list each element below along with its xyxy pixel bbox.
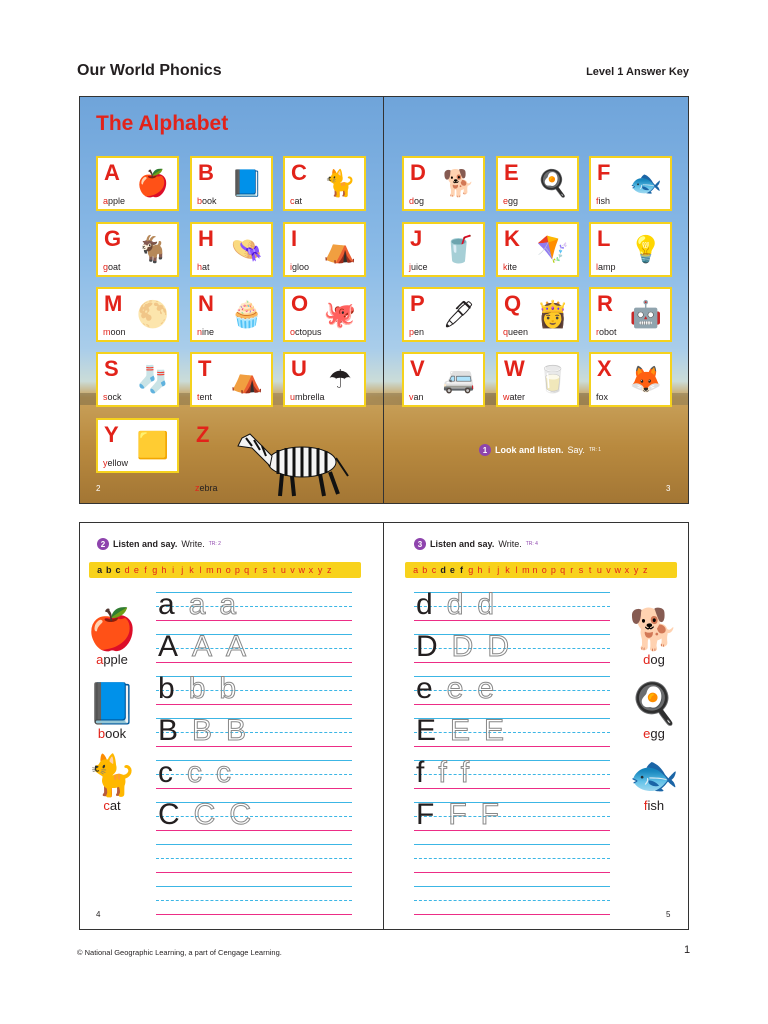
apple-icon: 🍎 [87,608,137,652]
card-word: hat [197,262,210,272]
dotted-letter: D [487,630,510,663]
alphabet-letter-v: v [290,565,295,575]
writing-row[interactable] [156,798,352,844]
letter-card-e [496,156,579,211]
model-letter: A [158,630,179,663]
dotted-letter: b [188,672,206,705]
card-word: book [197,196,217,206]
card-word: sock [103,392,122,402]
page-number-4: 4 [96,910,101,919]
guide-line [156,886,352,887]
alphabet-letter-d: d [124,565,130,575]
track-label: TR: 4 [525,541,538,547]
letter-card-b [190,156,273,211]
card-letter: M [104,291,123,316]
card-letter: T [198,356,212,381]
alphabet-letter-u: u [596,565,602,575]
letter-card-q [496,287,579,342]
guide-line [156,704,352,705]
trace-letters [416,588,494,620]
cat-icon: 🐈 [323,168,357,198]
guide-line [414,704,610,705]
model-letter: b [158,672,175,705]
alphabet-letter-y: y [317,565,323,575]
dotted-letter: F [448,798,467,831]
card-letter: Y [104,422,119,447]
activity-number: 3 [414,538,426,550]
alphabet-letter-l: l [199,565,202,575]
apple-icon: 🍎 [136,168,170,198]
writing-row[interactable] [156,588,352,634]
card-letter: V [410,356,425,381]
track-label: TR: 1 [588,447,602,453]
footer-page-number: 1 [684,944,691,956]
guide-line [414,844,610,845]
dotted-letter: A [226,630,247,663]
van-icon: 🚐 [442,364,476,394]
letter-card-n [190,287,273,342]
dotted-letter: d [446,588,464,621]
writing-row[interactable] [414,798,610,844]
card-word: juice [409,262,428,272]
letter-card-h [190,222,273,277]
dotted-letter: e [477,672,495,705]
alphabet-letter-n: n [216,565,222,575]
picture-word: apple [96,652,128,667]
card-letter: G [104,226,122,251]
letter-card-w [496,352,579,407]
dotted-letter: F [480,798,499,831]
activity-number: 2 [97,538,109,550]
alphabet-letter-b: b [106,565,112,575]
alphabet-letter-b: b [422,565,428,575]
activity-number: 1 [479,444,491,456]
writing-row[interactable] [414,630,610,676]
letter-card-j [402,222,485,277]
letter-card-l [589,222,672,277]
card-letter: P [410,291,425,316]
alphabet-letter-c: c [115,565,121,575]
card-letter: Z [196,422,210,447]
trace-letters [158,672,236,704]
word-picture [88,684,136,741]
dotted-letter: c [216,756,231,789]
alphabet-letter-s: s [262,565,268,575]
alphabet-letter-f: f [460,565,464,575]
copyright-footer: © National Geographic Learning, a part of Cengage Learning. [77,948,282,957]
alphabet-letter-t: t [272,565,276,575]
alphabet-letter-s: s [578,565,584,575]
model-letter: f [416,756,425,789]
model-letter: B [158,714,179,747]
instruction-say: Say. [567,445,585,455]
water-icon: 🥛 [536,364,570,394]
dotted-letter: a [188,588,206,621]
fish-icon: 🐟 [629,754,679,798]
page-number-2: 2 [96,484,101,493]
card-word: robot [596,327,617,337]
picture-word: fish [643,798,665,813]
writing-lines-left [156,588,352,928]
hat-icon: 👒 [230,234,264,264]
umbrella-icon: ☂ [328,364,352,394]
writing-row[interactable] [156,844,352,886]
alphabet-letter-x: x [624,565,630,575]
alphabet-letter-k: k [189,565,194,575]
card-letter: H [198,226,214,251]
alphabet-letter-i: i [488,565,491,575]
alphabet-letter-o: o [541,565,547,575]
card-word: fish [596,196,611,206]
card-letter: B [198,160,214,185]
alphabet-strip-right [405,562,677,578]
alphabet-letter-t: t [588,565,592,575]
model-letter: d [416,588,433,621]
picture-word: egg [643,726,665,741]
model-letter: C [158,798,180,831]
instruction-write: Write. [181,539,205,549]
alphabet-letter-z: z [643,565,648,575]
model-letter: F [416,798,435,831]
trace-letters [416,672,494,704]
alphabet-letter-j: j [497,565,500,575]
card-word: dog [409,196,425,206]
card-letter: U [291,356,307,381]
alphabet-letter-y: y [633,565,639,575]
letter-card-y [96,418,179,473]
book-icon: 📘 [87,682,137,726]
card-letter: I [291,226,298,251]
dotted-letter: A [192,630,213,663]
card-word: cat [290,196,303,206]
guide-line [414,858,610,859]
writing-row[interactable] [156,886,352,928]
dotted-letter: C [193,798,216,831]
dotted-letter: a [219,588,237,621]
card-letter: C [291,160,307,185]
fish-icon: 🐟 [629,168,663,198]
trace-letters [416,714,504,746]
alphabet-letter-j: j [181,565,184,575]
card-letter: D [410,160,426,185]
guide-line [156,746,352,747]
letter-card-m [96,287,179,342]
card-word: yellow [103,458,129,468]
writing-row[interactable] [156,756,352,802]
alphabet-letter-p: p [234,565,240,575]
robot-icon: 🤖 [629,299,663,329]
octopus-icon: 🐙 [323,299,357,329]
juice-icon: 🥤 [442,234,476,264]
guide-line [156,788,352,789]
alphabet-letter-h: h [161,565,167,575]
alphabet-letter-k: k [505,565,510,575]
lamp-icon: 💡 [629,234,663,264]
activity-3-instruction [414,538,538,550]
activity-2-instruction [97,538,221,550]
alphabet-letter-d: d [440,565,446,575]
dotted-letter: f [438,756,447,789]
dotted-letter: B [192,714,213,747]
card-letter: F [597,160,611,185]
alphabet-letter-r: r [570,565,574,575]
writing-row[interactable] [414,886,610,928]
card-word: water [503,392,526,402]
guide-line [156,620,352,621]
writing-row[interactable] [414,588,610,634]
guide-line [156,662,352,663]
writing-lines-right [414,588,610,928]
writing-row[interactable] [414,714,610,760]
model-letter: D [416,630,438,663]
egg-icon: 🍳 [536,168,570,198]
alphabet-letter-f: f [144,565,147,575]
pen-icon: 🖊 [442,299,476,329]
letter-card-k [496,222,579,277]
igloo-icon: ⛺ [323,234,357,264]
trace-letters [416,630,509,662]
kite-icon: 🪁 [536,234,570,264]
card-word: queen [503,327,529,337]
cat-icon: 🐈 [87,754,137,798]
guide-line [156,872,352,873]
card-word: pen [409,327,425,337]
instruction-bold: Listen and say. [113,539,178,549]
guide-line [414,662,610,663]
instruction-write: Write. [498,539,522,549]
card-letter: O [291,291,309,316]
alphabet-letter-w: w [298,565,305,575]
dotted-letter: d [477,588,495,621]
alphabet-strip-left [89,562,361,578]
guide-line [414,830,610,831]
card-letter: S [104,356,119,381]
alphabet-letter-e: e [449,565,455,575]
guide-line [156,900,352,901]
picture-word: book [97,726,127,741]
alphabet-letter-q: q [244,565,250,575]
page-number-5: 5 [666,910,671,919]
alphabet-letter-g: g [468,565,474,575]
alphabet-title: The Alphabet [96,112,229,135]
document-title: Our World Phonics [77,62,222,79]
card-word: van [409,392,424,402]
letter-card-o [283,287,366,342]
zebra-illustration [232,426,352,498]
word-picture [630,756,678,813]
page-number-3: 3 [666,484,671,493]
card-letter: Q [504,291,522,316]
letter-card-v [402,352,485,407]
instruction-bold: Listen and say. [430,539,495,549]
alphabet-letter-a: a [413,565,419,575]
queen-icon: 👸 [536,299,570,329]
card-letter: E [504,160,519,185]
card-word: tent [197,392,213,402]
alphabet-letter-e: e [133,565,139,575]
dotted-letter: E [484,714,505,747]
book-icon: 📘 [230,168,264,198]
card-letter: X [597,356,612,381]
dotted-letter: e [446,672,464,705]
trace-letters [416,798,499,830]
card-word: igloo [290,262,310,272]
model-letter: a [158,588,175,621]
guide-line [414,914,610,915]
page-divider [383,96,384,504]
letter-card-f [589,156,672,211]
writing-row[interactable] [156,630,352,676]
card-word: nine [197,327,215,337]
trace-letters [158,588,236,620]
card-word: octopus [290,327,322,337]
card-letter: A [104,160,120,185]
writing-row[interactable] [414,756,610,802]
document-subtitle: Level 1 Answer Key [586,66,689,78]
alphabet-letter-v: v [606,565,611,575]
egg-icon: 🍳 [629,682,679,726]
alphabet-letter-r: r [254,565,258,575]
dog-icon: 🐕 [629,608,679,652]
card-word: moon [103,327,126,337]
card-letter: W [504,356,525,381]
card-word: umbrella [290,392,325,402]
model-letter: e [416,672,433,705]
card-letter: K [504,226,520,251]
letter-card-a [96,156,179,211]
dotted-letter: C [229,798,252,831]
trace-letters [416,756,469,788]
sock-icon: 🧦 [136,364,170,394]
nine-icon: 🧁 [230,299,264,329]
dog-icon: 🐕 [442,168,476,198]
writing-row[interactable] [156,672,352,718]
fox-icon: 🦊 [629,364,663,394]
alphabet-letter-c: c [431,565,437,575]
letter-card-i [283,222,366,277]
card-letter: R [597,291,613,316]
card-word: lamp [596,262,616,272]
moon-icon: 🌕 [136,299,170,329]
alphabet-letter-x: x [308,565,314,575]
letter-card-r [589,287,672,342]
word-picture [630,610,678,667]
card-word: kite [503,262,518,272]
guide-line [414,900,610,901]
page-divider [383,522,384,930]
alphabet-letter-p: p [550,565,556,575]
alphabet-letter-n: n [532,565,538,575]
dotted-letter: B [226,714,247,747]
card-word: goat [103,262,121,272]
letter-card-x [589,352,672,407]
guide-line [156,830,352,831]
guide-line [414,872,610,873]
word-picture [88,610,136,667]
alphabet-letter-a: a [97,565,103,575]
alphabet-letter-u: u [280,565,286,575]
model-letter: c [158,756,173,789]
dotted-letter: D [451,630,474,663]
card-word: zebra [195,483,218,493]
alphabet-letter-o: o [225,565,231,575]
picture-word: cat [103,798,121,813]
trace-letters [158,798,251,830]
alphabet-letter-m: m [206,565,214,575]
writing-row[interactable] [156,714,352,760]
picture-word: dog [643,652,665,667]
look-and-listen-instruction [479,444,601,456]
guide-line [414,746,610,747]
card-letter: N [198,291,214,316]
alphabet-letter-h: h [477,565,483,575]
card-word: egg [503,196,519,206]
letter-card-d [402,156,485,211]
trace-letters [158,630,246,662]
card-word: fox [596,392,609,402]
goat-icon: 🐐 [136,234,170,264]
trace-letters [158,714,246,746]
alphabet-letter-i: i [172,565,175,575]
card-letter: J [410,226,423,251]
guide-line [156,914,352,915]
letter-card-p [402,287,485,342]
writing-row[interactable] [414,672,610,718]
tent-icon: ⛺ [230,364,264,394]
alphabet-letter-w: w [614,565,621,575]
card-letter: L [597,226,611,251]
guide-line [156,858,352,859]
card-word: apple [103,196,126,206]
alphabet-letter-q: q [560,565,566,575]
letter-card-s [96,352,179,407]
alphabet-letter-m: m [522,565,530,575]
instruction-bold: Look and listen. [495,445,564,455]
dotted-letter: E [450,714,471,747]
guide-line [414,620,610,621]
letter-card-t [190,352,273,407]
writing-row[interactable] [414,844,610,886]
alphabet-letter-g: g [152,565,158,575]
alphabet-letter-z: z [327,565,332,575]
letter-card-u [283,352,366,407]
alphabet-letter-l: l [515,565,518,575]
yellow-icon: 🟨 [136,430,170,460]
track-label: TR: 2 [208,541,221,547]
guide-line [414,886,610,887]
letter-card-c [283,156,366,211]
guide-line [156,844,352,845]
letter-card-g [96,222,179,277]
dotted-letter: f [460,756,470,789]
word-picture [88,756,136,813]
dotted-letter: b [219,672,237,705]
word-picture [630,684,678,741]
trace-letters [158,756,231,788]
dotted-letter: c [187,756,202,789]
model-letter: E [416,714,437,747]
